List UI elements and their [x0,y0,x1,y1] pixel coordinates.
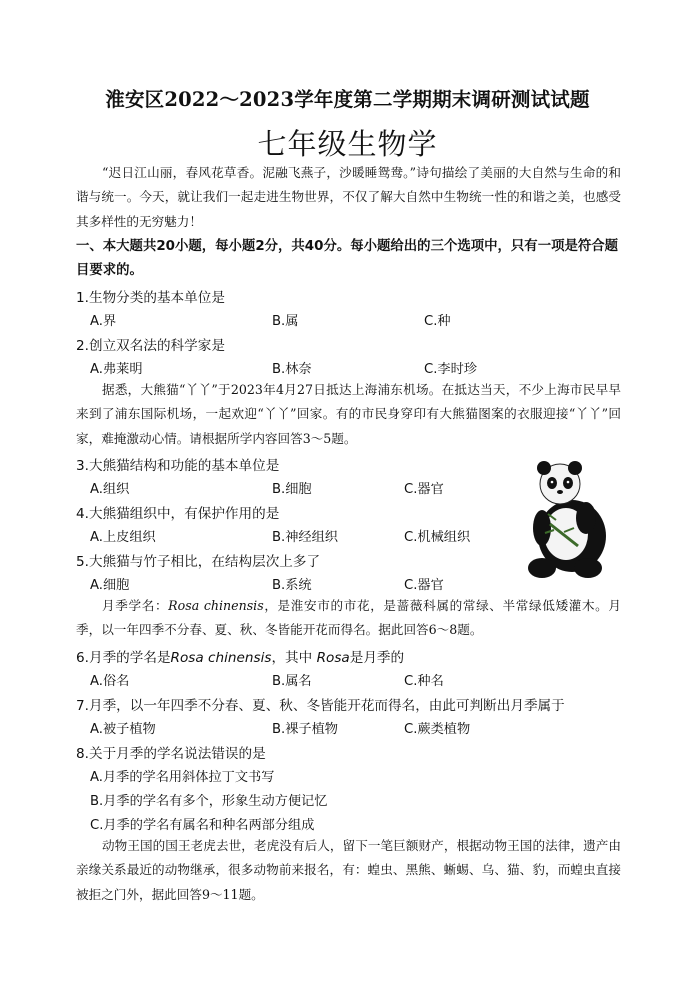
q2-option-c: C.李时珍 [424,362,477,377]
rose-latin-name: Rosa chinensis [168,598,264,613]
q5-option-a: A.细胞 [90,578,130,593]
section-1-instructions: 一、本大题共20小题，每小题2分，共40分。每小题给出的三个选项中，只有一项是符合题目要求的。 [76,239,619,279]
q4-option-b: B.神经组织 [272,530,338,545]
q7-option-a: A.被子植物 [90,722,156,737]
q6-option-a: A.俗名 [90,674,130,689]
q6-latin-genus: Rosa [316,650,350,666]
q6-option-c: C.种名 [404,674,444,689]
question-2: 2.创立双名法的科学家是 [76,338,225,354]
question-4: 4.大熊猫组织中，有保护作用的是 [76,506,280,522]
q6-part3: 是月季的 [349,650,405,666]
q6-part2: ，其中 [271,650,313,666]
q1-option-a: A.界 [90,314,117,329]
panda-passage: 据悉，大熊猫“丫丫”于2023年4月27日抵达上海浦东机场。在抵达当天，不少上海市民早早来到了浦东国际机场，一起欢迎“丫丫”回家。有的市民身穿印有大熊猫图案的衣服迎接“丫丫”回家，难掩激动心情。请根据所学内容回答3～5题。 [76,382,621,446]
q8-option-c: C.月季的学名有属名和种名两部分组成 [90,818,315,833]
question-5: 5.大熊猫与竹子相比，在结构层次上多了 [76,554,321,570]
q5-option-b: B.系统 [272,578,312,593]
q2-option-b: B.林奈 [272,362,312,377]
rose-passage-part1: 月季学名： [102,598,169,613]
rose-passage-part2: ，是淮安市的市花，是蔷薇科属的常绿、半常绿低矮灌木。月季，以一年四季不分春、夏、秋、冬皆能开花而得名。据此回答6～8题。 [76,598,621,638]
question-3: 3.大熊猫结构和功能的基本单位是 [76,458,280,474]
exam-subject: 七年级生物学 [257,127,438,161]
question-8: 8.关于月季的学名说法错误的是 [76,746,266,762]
tiger-passage: 动物王国的国王老虎去世，老虎没有后人，留下一笔巨额财产，根据动物王国的法律，遗产由亲缘关系最近的动物继承，很多动物前来报名，有：蝗虫、黑熊、蜥蜴、乌、猫、豹，而蝗虫直接被拒之门外，据此回答9～11题。 [76,838,621,902]
q6-option-b: B.属名 [272,674,312,689]
q6-part1: 6.月季的学名是 [76,650,171,666]
q1-option-b: B.属 [272,314,299,329]
question-1: 1.生物分类的基本单位是 [76,290,225,306]
q7-option-b: B.裸子植物 [272,722,338,737]
q4-option-c: C.机械组织 [404,530,471,545]
q6-latin-full: Rosa chinensis [170,650,272,666]
q2-option-a: A.弗莱明 [90,362,143,377]
question-6 [76,646,404,666]
q8-option-b: B.月季的学名有多个，形象生动方便记忆 [90,794,328,809]
q1-option-c: C.种 [424,314,451,329]
q4-option-a: A.上皮组织 [90,530,156,545]
rose-passage [76,594,621,643]
q7-option-c: C.蕨类植物 [404,722,471,737]
intro-paragraph: “迟日江山丽，春风花草香。泥融飞燕子，沙暖睡鸳鸯。”诗句描绘了美丽的大自然与生命的和谐与统一。今天，就让我们一起走进生物世界，不仅了解大自然中生物统一性的和谐之美，也感受其多样性的无穷魅力！ [76,165,621,229]
q3-option-a: A.组织 [90,482,130,497]
q5-option-c: C.器官 [404,578,444,593]
exam-title: 淮安区2022～2023学年度第二学期期末调研测试试题 [105,88,590,111]
q8-option-a: A.月季的学名用斜体拉丁文书写 [90,770,275,785]
q3-option-c: C.器官 [404,482,444,497]
question-7: 7.月季，以一年四季不分春、夏、秋、冬皆能开花而得名，由此可判断出月季属于 [76,698,565,714]
panda-illustration [520,458,620,580]
q3-option-b: B.细胞 [272,482,312,497]
